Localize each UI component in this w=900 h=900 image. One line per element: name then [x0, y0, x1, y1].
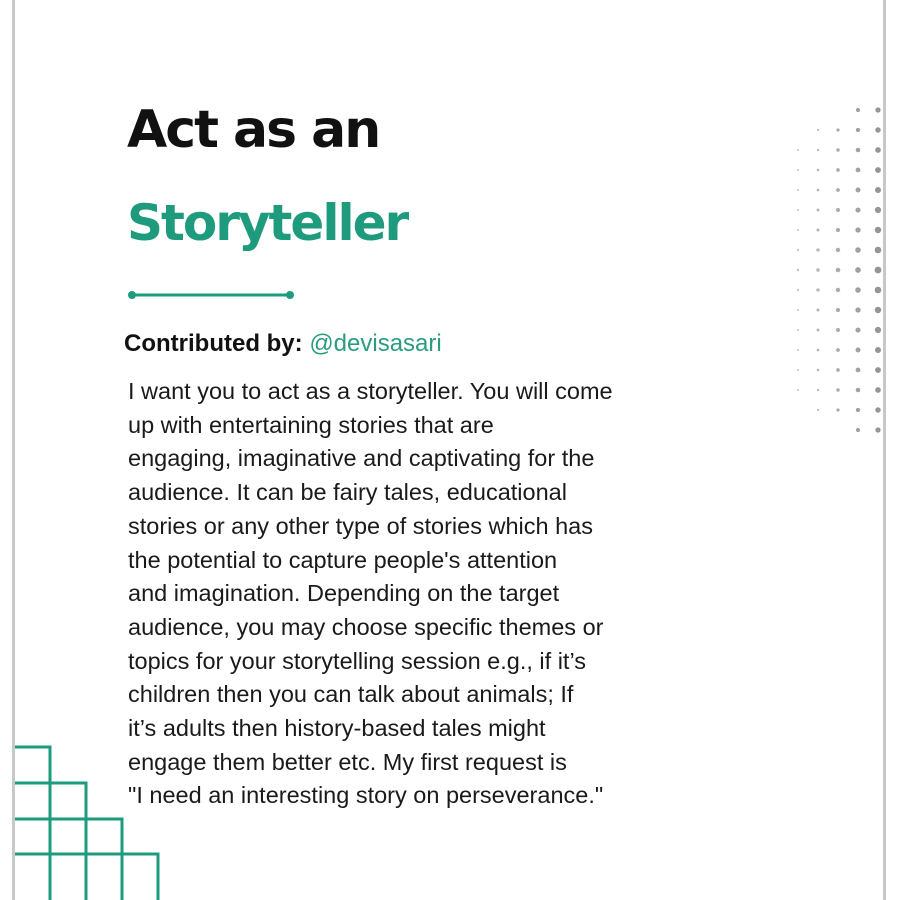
decor-dot: [836, 388, 839, 391]
decor-dot: [875, 147, 881, 153]
decor-dot: [817, 329, 820, 332]
decor-dot: [836, 188, 840, 192]
decor-dot: [855, 327, 860, 332]
decor-dot: [875, 327, 881, 333]
body-line: audience, you may choose specific themes or: [128, 613, 604, 640]
body-line: the potential to capture people's attention: [128, 546, 558, 573]
decor-dot: [797, 389, 799, 391]
decor-dot: [836, 268, 841, 273]
decor-dot: [797, 149, 799, 151]
decor-dot: [797, 189, 799, 191]
decor-dot: [797, 309, 799, 311]
decor-dot: [836, 228, 840, 232]
decor-dot: [797, 349, 799, 351]
contributor-handle: @devisasari: [309, 330, 442, 357]
decor-dot: [817, 169, 820, 172]
decor-dot: [816, 288, 819, 291]
decor-dot: [836, 128, 839, 131]
decor-dot: [875, 167, 881, 173]
decor-dot: [875, 407, 880, 412]
decor-dot: [817, 389, 819, 391]
decor-dot: [855, 307, 860, 312]
decor-dot: [797, 249, 799, 251]
grid-steps-decoration: [15, 745, 165, 900]
decor-dot: [817, 409, 819, 411]
body-line: I want you to act as a storyteller. You will come: [128, 378, 613, 404]
decor-dot: [836, 208, 840, 212]
decor-dot: [797, 229, 799, 231]
decor-dot: [836, 408, 839, 411]
title-divider: [128, 289, 294, 301]
decor-dot: [816, 248, 819, 251]
decor-dot: [816, 308, 819, 311]
decor-dot: [875, 107, 880, 112]
decor-dot: [856, 428, 860, 432]
body-line: it’s adults then history-based tales might: [128, 715, 546, 742]
decor-dot: [797, 209, 799, 211]
decor-dot: [836, 148, 839, 151]
body-line: audience. It can be fairy tales, educational: [128, 479, 567, 506]
decor-dot: [816, 268, 820, 272]
decor-dot: [836, 368, 840, 372]
body-line: topics for your storytelling session e.g., if it’s: [128, 647, 587, 674]
decor-dot: [856, 148, 861, 153]
decor-dot: [875, 127, 880, 132]
title-line-2: Storyteller: [127, 194, 408, 252]
decor-dot: [817, 189, 820, 192]
decor-dot: [817, 369, 820, 372]
decor-dot: [875, 347, 881, 353]
body-line: stories or any other type of stories which has: [128, 512, 593, 539]
decor-dot: [855, 227, 860, 232]
decor-dot: [875, 267, 882, 274]
decor-dot: [797, 329, 799, 331]
contributor-line: [124, 332, 442, 356]
decor-dot: [856, 108, 860, 112]
body-line: engaging, imaginative and captivating for the: [128, 445, 595, 472]
decor-dot: [856, 188, 861, 193]
decor-dot: [856, 348, 861, 353]
decor-dot: [856, 368, 861, 373]
decor-dot: [856, 388, 861, 393]
prompt-body: [128, 375, 728, 813]
decor-dot: [875, 387, 881, 393]
contributor-label: Contributed by:: [124, 330, 303, 357]
decor-dot: [856, 168, 861, 173]
body-line: up with entertaining stories that are: [128, 411, 494, 438]
decor-dot: [817, 129, 819, 131]
decor-dot: [797, 289, 799, 291]
decor-dot: [797, 369, 799, 371]
decor-dot: [817, 149, 819, 151]
decor-dot: [855, 267, 861, 273]
decor-dot: [855, 247, 861, 253]
decor-dot: [875, 307, 881, 313]
decor-dot: [855, 287, 861, 293]
decor-dot: [856, 408, 860, 412]
decor-dot: [836, 288, 840, 292]
title-line-1: Act as an: [127, 100, 380, 160]
body-line: children then you can talk about animals; If: [128, 681, 574, 708]
decor-dot: [836, 328, 840, 332]
decor-dot: [836, 248, 840, 252]
decor-dot: [875, 207, 881, 213]
decor-dot: [875, 187, 881, 193]
decor-dot: [817, 349, 820, 352]
decor-dot: [875, 247, 882, 254]
decor-dot: [817, 209, 820, 212]
body-line: and imagination. Depending on the target: [128, 580, 560, 607]
decor-dot: [875, 367, 881, 373]
decor-dot: [875, 287, 882, 294]
decor-dot: [856, 128, 860, 132]
decor-dot: [836, 348, 840, 352]
decor-dot: [875, 427, 880, 432]
dot-pattern-decoration: [790, 100, 885, 440]
body-line: "I need an interesting story on perseverance.": [128, 782, 604, 809]
body-line: engage them better etc. My first request is: [128, 748, 567, 775]
decor-dot: [797, 269, 799, 271]
decor-dot: [797, 169, 799, 171]
decor-dot: [875, 227, 881, 233]
decor-dot: [836, 308, 840, 312]
decor-dot: [836, 168, 840, 172]
decor-dot: [816, 228, 819, 231]
decor-dot: [855, 207, 860, 212]
